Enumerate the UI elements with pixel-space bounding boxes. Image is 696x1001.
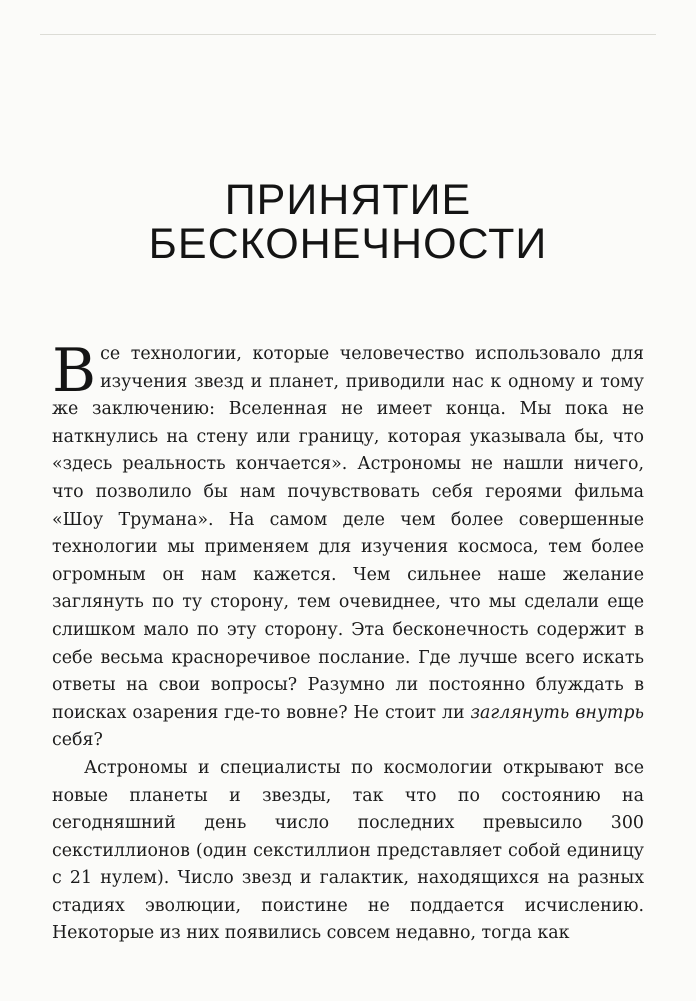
chapter-title-line-2: БЕСКОНЕЧНОСТИ — [148, 220, 548, 268]
paragraph-1-emphasis: заглянуть внутрь — [470, 702, 644, 723]
header-rule — [40, 34, 656, 35]
paragraph-1-text-a: се технологии, которые человечество использовало для изучения звезд и планет, приводили нас к одному и тому же заключению: Вселенная не имеет конца. Мы пока не наткнулись на стену или границу, которая указывала бы, что «здесь реальность кончается». Астрономы не нашли ничего, что позволило бы нам почувствовать себя героями фильма «Шоу Трумана». На самом деле чем более совершенные технологии мы применяем для изучения космоса, тем более огромным он нам кажется. Чем сильнее наше желание заглянуть по ту сторону, тем очевиднее, что мы сделали еще слишком мало по эту сторону. Эта бесконечность содержит в себе весьма красноречивое послание. Где лучше всего искать ответы на свои вопросы? Разумно ли постоянно блуждать в поисках озарения где-то вовне? Не стоит ли — [52, 344, 644, 723]
body-text — [52, 336, 644, 948]
paragraph-2: Астрономы и специалисты по космологии открывают все новые планеты и звезды, так что по состоянию на сегодняшний день число последних превысило 300 секстиллионов (один секстиллион представляет собой единицу с 21 нулем). Число звезд и галактик, находящихся на разных стадиях эволюции, поистине не поддается исчислению. Некоторые из них появились совсем недавно, тогда как — [52, 757, 644, 944]
chapter-title — [0, 178, 696, 266]
drop-cap: В — [52, 336, 97, 406]
paragraph-1-text-b: себя? — [52, 730, 103, 751]
paragraph-1 — [52, 336, 644, 755]
chapter-title-line-1: ПРИНЯТИЕ — [224, 176, 472, 224]
